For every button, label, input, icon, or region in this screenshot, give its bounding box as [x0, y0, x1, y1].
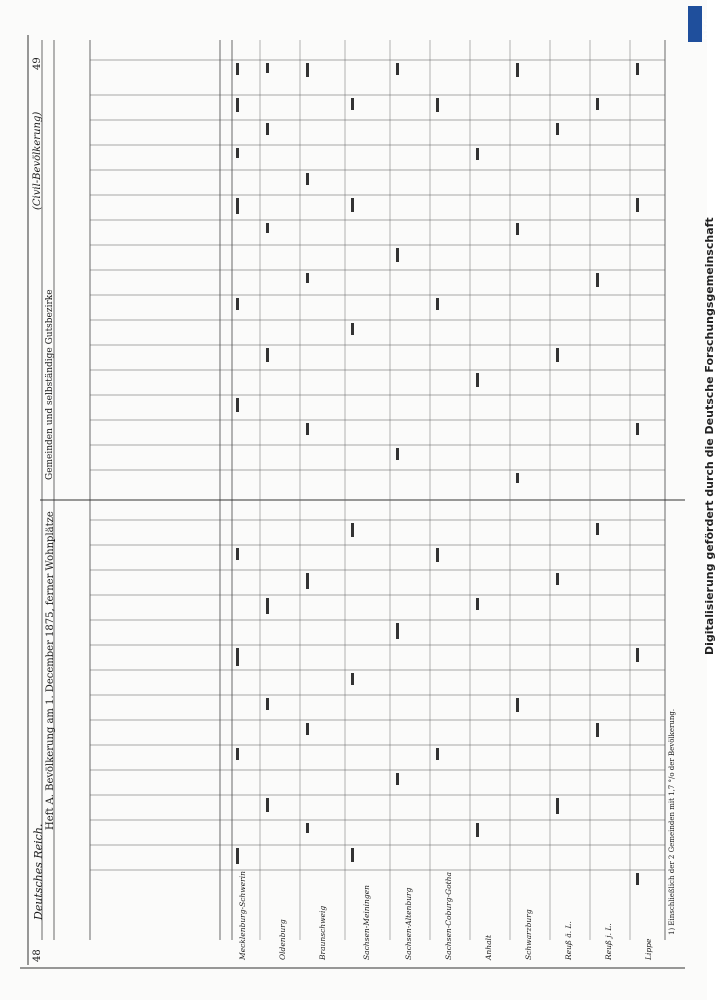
- region-label: Lippe: [644, 938, 653, 960]
- region-label: Sachsen-Meiningen: [362, 885, 371, 960]
- footnote: 1) Einschließlich der 2 Gemeinden mit 1,7 °/o der Bevölkerung.: [668, 708, 676, 935]
- dfg-logo: [688, 6, 702, 42]
- region-label: Mecklenburg-Schwerin: [238, 871, 247, 960]
- region-label: Schwarzburg: [524, 909, 533, 960]
- region-label: Anhalt: [484, 935, 493, 960]
- page-number-left: 48: [32, 949, 43, 962]
- dfg-logo-text: DFG: [703, 17, 713, 40]
- table-subtitle: Gemeinden und selbständige Gutsbezirke: [45, 289, 55, 480]
- region-label: Sachsen-Coburg-Gotha: [444, 872, 453, 960]
- dfg-banner-text: Digitalisierung gefördert durch die Deutsche Forschungsgemeinschaft: [703, 217, 716, 655]
- region-label: Oldenburg: [278, 919, 287, 960]
- table-title: Heft A. Bevölkerung am 1. December 1875, ferner Wohnplätze: [45, 511, 56, 830]
- running-head-left: Deutsches Reich.: [32, 823, 45, 920]
- region-label: Reuß ä. L.: [564, 921, 573, 960]
- page-number-right: 49: [32, 57, 43, 70]
- region-label: Sachsen-Altenburg: [404, 887, 413, 960]
- region-label: Braunschweig: [318, 905, 327, 960]
- running-head-right: (Civil-Bevölkerung): [32, 111, 43, 210]
- region-label: Reuß j. L.: [604, 923, 613, 960]
